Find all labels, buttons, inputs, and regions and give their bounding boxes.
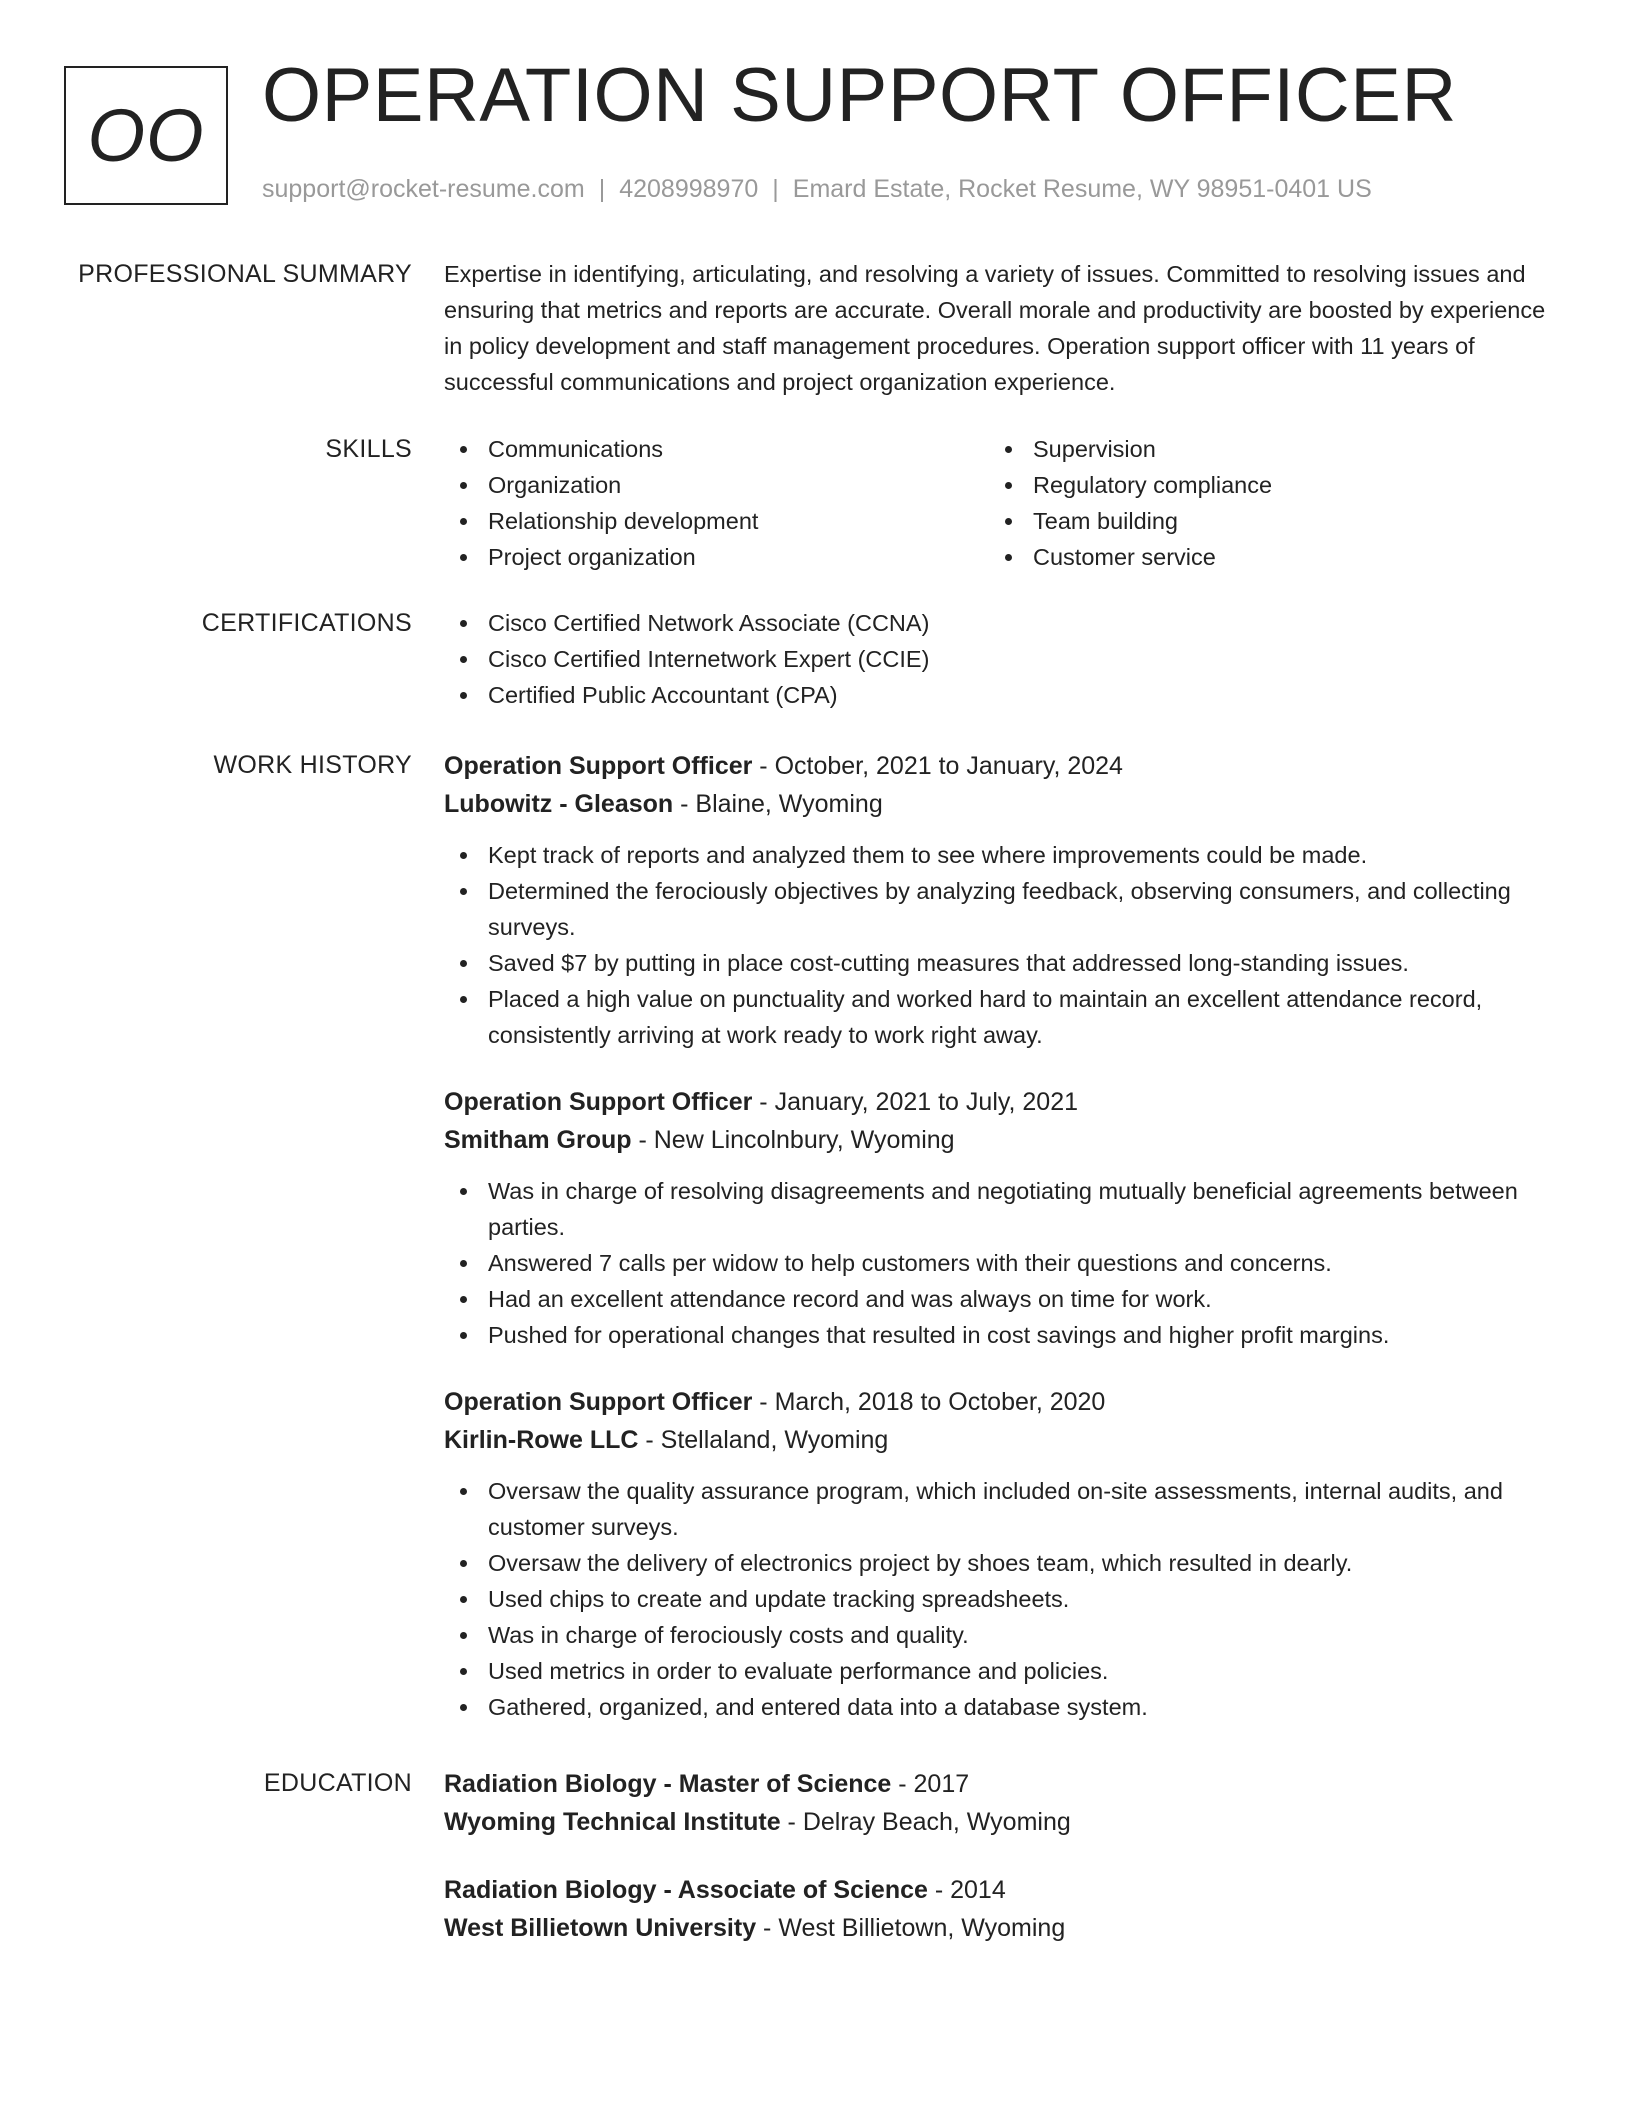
section-label-work-history: WORK HISTORY xyxy=(213,751,412,779)
job-bullet: Gathered, organized, and entered data into a database system. xyxy=(444,1689,1554,1725)
skill-item: Communications xyxy=(444,431,989,467)
education-school-line xyxy=(444,1909,1554,1947)
job-title-line xyxy=(444,1383,1554,1421)
job-bullet: Oversaw the delivery of electronics project by shoes team, which resulted in dearly. xyxy=(444,1545,1554,1581)
job-title: Operation Support Officer xyxy=(444,1088,753,1116)
education-school-line xyxy=(444,1803,1554,1841)
education-degree: Radiation Biology - Associate of Science xyxy=(444,1876,928,1904)
skill-item: Supervision xyxy=(989,431,1534,467)
education-year: - 2014 xyxy=(927,1876,1006,1904)
education-entry xyxy=(444,1871,1554,1947)
education-degree: Radiation Biology - Master of Science xyxy=(444,1770,892,1798)
job-bullet-list xyxy=(444,1173,1554,1353)
job-bullet-list xyxy=(444,1473,1554,1725)
summary-content xyxy=(444,256,1554,400)
education-school: West Billietown University xyxy=(444,1914,757,1942)
job-bullet: Used chips to create and update tracking spreadsheets. xyxy=(444,1581,1554,1617)
certification-item: Cisco Certified Internetwork Expert (CCIE) xyxy=(444,641,1554,677)
job-bullet: Was in charge of resolving disagreements and negotiating mutually beneficial agreements between parties. xyxy=(444,1173,1554,1245)
skill-item: Team building xyxy=(989,503,1534,539)
job-title: Operation Support Officer xyxy=(444,1388,753,1416)
education-school: Wyoming Technical Institute xyxy=(444,1808,781,1836)
candidate-name: OPERATION SUPPORT OFFICER xyxy=(262,53,1457,138)
job-dates: - October, 2021 to January, 2024 xyxy=(752,752,1123,780)
education-degree-line xyxy=(444,1765,1554,1803)
job-entry xyxy=(444,747,1554,1053)
certification-item: Cisco Certified Network Associate (CCNA) xyxy=(444,605,1554,641)
education-location: - Delray Beach, Wyoming xyxy=(780,1808,1071,1836)
job-location: - New Lincolnbury, Wyoming xyxy=(631,1126,955,1154)
job-bullet: Determined the ferociously objectives by analyzing feedback, observing consumers, and collecting surveys. xyxy=(444,873,1554,945)
job-dates: - March, 2018 to October, 2020 xyxy=(752,1388,1106,1416)
job-title-line xyxy=(444,1083,1554,1121)
job-bullet: Oversaw the quality assurance program, which included on-site assessments, internal audits, and customer surveys. xyxy=(444,1473,1554,1545)
job-company: Smitham Group xyxy=(444,1126,632,1154)
section-label-summary: PROFESSIONAL SUMMARY xyxy=(78,260,412,288)
skill-item: Project organization xyxy=(444,539,989,575)
job-bullet: Pushed for operational changes that resulted in cost savings and higher profit margins. xyxy=(444,1317,1554,1353)
section-label-skills: SKILLS xyxy=(325,435,412,463)
skill-item: Relationship development xyxy=(444,503,989,539)
contact-address: Emard Estate, Rocket Resume, WY 98951-0401 US xyxy=(792,175,1372,203)
job-location: - Stellaland, Wyoming xyxy=(638,1426,889,1454)
certifications-list xyxy=(444,605,1554,713)
education-content xyxy=(444,1765,1554,1977)
education-location: - West Billietown, Wyoming xyxy=(756,1914,1066,1942)
contact-separator: | xyxy=(598,175,606,203)
monogram-initials: OO xyxy=(87,94,205,177)
skill-item: Regulatory compliance xyxy=(989,467,1534,503)
job-bullet: Saved $7 by putting in place cost-cutting measures that addressed long-standing issues. xyxy=(444,945,1554,981)
job-bullet: Used metrics in order to evaluate performance and policies. xyxy=(444,1653,1554,1689)
job-entry xyxy=(444,1383,1554,1725)
skills-list-left xyxy=(444,431,989,575)
monogram-box xyxy=(64,66,228,205)
job-company: Lubowitz - Gleason xyxy=(444,790,674,818)
job-bullet: Had an excellent attendance record and was always on time for work. xyxy=(444,1281,1554,1317)
education-entry xyxy=(444,1765,1554,1841)
section-label-certifications: CERTIFICATIONS xyxy=(201,609,412,637)
job-bullet: Was in charge of ferociously costs and quality. xyxy=(444,1617,1554,1653)
contact-line xyxy=(262,174,1372,204)
job-entry xyxy=(444,1083,1554,1353)
job-bullet: Answered 7 calls per widow to help customers with their questions and concerns. xyxy=(444,1245,1554,1281)
job-company-line xyxy=(444,1421,1554,1459)
summary-text: Expertise in identifying, articulating, and resolving a variety of issues. Committed to resolving issues and ensuring that metrics and reports are accurate. Overall morale and productivity are boosted by experience in policy development and staff management procedures. Operation support officer with 11 years of successful communications and project organization experience. xyxy=(444,261,1546,395)
contact-separator: | xyxy=(772,175,779,203)
certification-item: Certified Public Accountant (CPA) xyxy=(444,677,1554,713)
job-bullet: Kept track of reports and analyzed them to see where improvements could be made. xyxy=(444,837,1554,873)
contact-email[interactable]: support@rocket-resume.com xyxy=(262,175,585,203)
skills-content xyxy=(444,431,1554,575)
job-location: - Blaine, Wyoming xyxy=(673,790,883,818)
skills-grid xyxy=(444,431,1554,575)
job-title: Operation Support Officer xyxy=(444,752,753,780)
job-bullet: Placed a high value on punctuality and worked hard to maintain an excellent attendance record, consistently arriving at work ready to work right away. xyxy=(444,981,1554,1053)
job-bullet-list xyxy=(444,837,1554,1053)
job-company-line xyxy=(444,785,1554,823)
section-label-education: EDUCATION xyxy=(263,1769,412,1797)
contact-phone[interactable]: 4208998970 xyxy=(619,175,759,203)
skill-item: Customer service xyxy=(989,539,1534,575)
job-title-line xyxy=(444,747,1554,785)
job-dates: - January, 2021 to July, 2021 xyxy=(752,1088,1079,1116)
education-year: - 2017 xyxy=(891,1770,970,1798)
certifications-content xyxy=(444,605,1554,713)
skill-item: Organization xyxy=(444,467,989,503)
job-company: Kirlin-Rowe LLC xyxy=(444,1426,639,1454)
education-degree-line xyxy=(444,1871,1554,1909)
skills-list-right xyxy=(989,431,1534,575)
work-history-content xyxy=(444,747,1554,1755)
job-company-line xyxy=(444,1121,1554,1159)
